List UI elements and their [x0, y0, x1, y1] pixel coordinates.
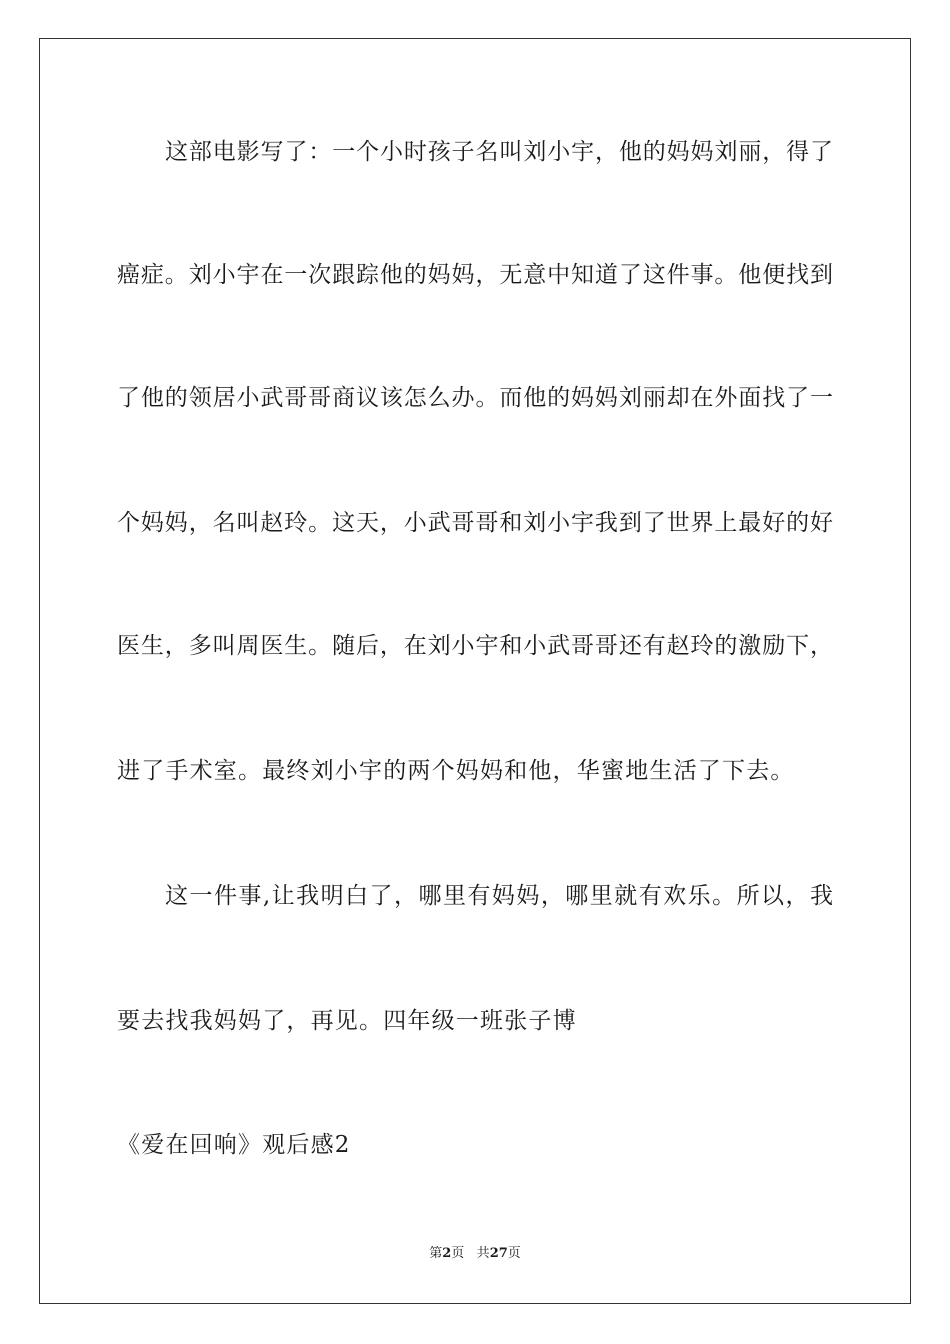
body-line-2: 癌症。刘小宇在一次跟踪他的妈妈，无意中知道了这件事。他便找到 — [117, 262, 833, 288]
body-line-8: 要去找我妈妈了，再见。四年级一班张子博 — [117, 1008, 577, 1034]
footer-page-number: 2 — [442, 1246, 452, 1261]
page-border — [39, 38, 911, 1304]
footer-page-prefix: 第 — [429, 1246, 443, 1261]
page-footer — [0, 1245, 950, 1263]
body-line-4: 个妈妈，名叫赵玲。这天，小武哥哥和刘小宇我到了世界上最好的好 — [117, 510, 833, 536]
section-heading: 《爱在回响》观后感2 — [117, 1132, 351, 1158]
footer-total-pages: 27 — [489, 1246, 508, 1261]
footer-page-suffix: 页 — [451, 1246, 465, 1261]
body-line-1: 这部电影写了：一个小时孩子名叫刘小宇，他的妈妈刘丽，得了 — [165, 139, 833, 165]
body-line-3: 了他的领居小武哥哥商议该怎么办。而他的妈妈刘丽却在外面找了一 — [117, 385, 833, 411]
body-line-6: 进了手术室。最终刘小宇的两个妈妈和他，华蜜地生活了下去。 — [117, 758, 795, 784]
body-line-5: 医生，多叫周医生。随后，在刘小宇和小武哥哥还有赵玲的激励下， — [117, 633, 833, 659]
body-line-7: 这一件事,让我明白了，哪里有妈妈，哪里就有欢乐。所以，我 — [165, 883, 833, 909]
footer-total-prefix: 共 — [476, 1246, 490, 1261]
footer-total-suffix: 页 — [507, 1246, 521, 1261]
